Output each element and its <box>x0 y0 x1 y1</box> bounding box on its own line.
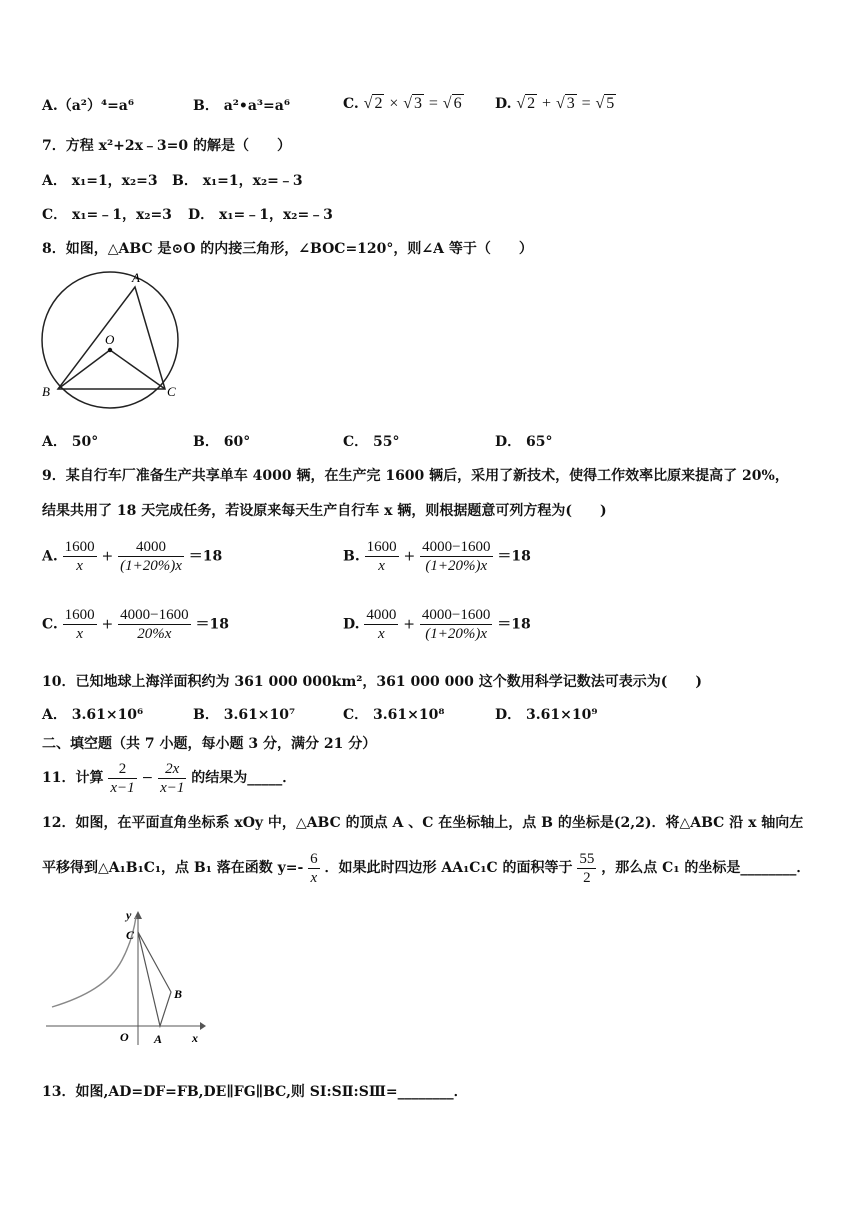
q9-d-den1: x <box>378 626 385 642</box>
q10-option-a: A． 3.61×10⁶ <box>42 707 144 723</box>
q9-c-eq: ＝18 <box>195 616 229 633</box>
q11-post: 的结果为_____． <box>191 770 297 786</box>
q9-c-num1: 1600 <box>64 607 95 623</box>
q9-d-num1: 4000 <box>366 607 397 623</box>
label-c: C <box>167 384 176 399</box>
q9-c-num2: 4000−1600 <box>120 607 189 623</box>
q9-stem-line2: 结果共用了 18 天完成任务，若设原来每天生产自行车 x 辆，则根据题意可列方程为( ) <box>42 503 607 519</box>
hyperbola-curve <box>52 917 136 1007</box>
q6-option-b: B． a²•a³=a⁶ <box>193 98 290 114</box>
q8-stem: 8．如图，△ABC 是⊙O 的内接三角形，∠BOC=120°，则∠A 等于（ ） <box>42 241 533 257</box>
label-x: x <box>192 1031 198 1045</box>
q12-fn-num: 6 <box>310 850 318 867</box>
q9-option-b <box>343 538 531 575</box>
section-2-heading: 二、填空题（共 7 小题，每小题 3 分，满分 21 分） <box>42 736 377 752</box>
q6-c-radicand-3: 6 <box>453 95 462 112</box>
q6-option-a: A.（a²）⁴=a⁶ <box>42 98 135 114</box>
q6-d-radicand-2: 3 <box>566 95 575 112</box>
q12-fn-den: x <box>310 869 318 886</box>
q6-d-eq: = <box>581 95 591 112</box>
q8-circle-figure <box>38 265 188 415</box>
q9-d-eq: ＝18 <box>497 616 531 633</box>
q8-option-b: B． 60° <box>193 434 251 450</box>
q6-d-op: + <box>542 95 552 112</box>
x-axis-arrow <box>200 1022 206 1030</box>
q12-area-num: 55 <box>579 850 595 867</box>
q9-a-den1: x <box>76 558 83 574</box>
q9-a-label: A. <box>42 548 58 565</box>
q12-area-den: 2 <box>583 869 591 886</box>
q6-option-d-label: D. <box>495 96 512 112</box>
label-a: A <box>154 1032 163 1046</box>
q9-b-num1: 1600 <box>366 539 397 555</box>
q9-a-num2: 4000 <box>118 538 184 557</box>
label-o: O <box>120 1030 129 1044</box>
q9-d-label: D. <box>343 616 360 633</box>
q9-stem-line1: 9．某自行车厂准备生产共享单车 4000 辆，在生产完 1600 辆后，采用了新技术，使得工作效率比原来提高了 20%， <box>42 468 789 484</box>
q6-c-radicand-1: 2 <box>374 95 383 112</box>
q9-a-eq: ＝18 <box>188 548 223 565</box>
label-y: y <box>126 908 132 922</box>
q9-b-plus: + <box>403 548 416 565</box>
label-c: C <box>126 928 135 942</box>
segment-oc <box>110 350 165 389</box>
q7-option-a: A． x₁=1，x₂=3 <box>42 173 158 189</box>
q12-coordinate-figure <box>40 905 210 1055</box>
q9-b-label: B. <box>343 548 360 565</box>
q9-a-plus: + <box>101 548 114 565</box>
q11-pre: 11．计算 <box>42 770 104 786</box>
q9-b-eq: ＝18 <box>497 548 531 565</box>
q12-line2-post: ，那么点 C₁ 的坐标是________． <box>601 860 811 876</box>
q6-c-eq: = <box>428 95 438 112</box>
q12-line2 <box>42 846 810 890</box>
q9-a-num1: 1600 <box>64 539 95 555</box>
q11-den1: x−1 <box>110 779 135 796</box>
q6-option-c-label: C. <box>343 96 359 112</box>
q7-option-d: D． x₁=﹣1，x₂=﹣3 <box>188 207 333 223</box>
q7-option-b: B． x₁=1，x₂=﹣3 <box>172 173 303 189</box>
label-b: B <box>42 384 50 399</box>
q9-d-den2: (1+20%)x <box>425 626 487 642</box>
q6-c-op: × <box>389 95 399 112</box>
q8-option-c: C． 55° <box>343 434 400 450</box>
q9-b-den1: x <box>378 558 385 574</box>
q10-stem: 10．已知地球上海洋面积约为 361 000 000km²，361 000 000 这个数用科学记数法可表示为( ) <box>42 674 702 690</box>
label-a: A <box>132 270 140 285</box>
q6-d-radicand-1: 2 <box>527 95 536 112</box>
center-point <box>108 348 112 352</box>
q12-line2-pre: 平移得到△A₁B₁C₁，点 B₁ 落在函数 y=- <box>42 860 304 876</box>
q10-option-c: C． 3.61×10⁸ <box>343 707 445 723</box>
q9-d-plus: + <box>403 616 415 633</box>
q6-option-c: C. √ 2 × √ 3 = √ 6 <box>343 95 462 112</box>
q9-c-plus: + <box>101 616 114 633</box>
label-o: O <box>105 332 115 347</box>
q11-minus: − <box>141 770 154 786</box>
q11-num1: 2 <box>108 760 136 779</box>
q6-option-d: D. √ 2 + √ 3 = √ 5 <box>495 95 615 112</box>
q7-stem: 7．方程 x²+2x﹣3=0 的解是（ ） <box>42 138 291 154</box>
q8-option-d: D． 65° <box>495 434 553 450</box>
q9-c-den1: x <box>76 626 83 642</box>
q11-num2: 2x <box>158 760 186 779</box>
q9-option-d <box>343 606 531 643</box>
q7-option-c: C． x₁=﹣1，x₂=3 <box>42 207 172 223</box>
q12-line1: 12．如图，在平面直角坐标系 xOy 中，△ABC 的顶点 A 、C 在坐标轴上，点 B 的坐标是(2,2)．将△ABC 沿 x 轴向左 <box>42 815 804 831</box>
q11-den2: x−1 <box>160 779 185 796</box>
q8-option-a: A． 50° <box>42 434 99 450</box>
q9-b-den2: (1+20%)x <box>425 558 488 574</box>
q9-option-a <box>42 538 222 575</box>
q13-stem: 13．如图,AD=DF=FB,DE∥FG∥BC,则 SⅠ:SⅡ:SⅢ=________． <box>42 1084 468 1100</box>
q9-d-num2: 4000−1600 <box>421 607 491 623</box>
q9-c-label: C. <box>42 616 58 633</box>
q9-option-c <box>42 606 229 643</box>
q10-option-b: B． 3.61×10⁷ <box>193 707 296 723</box>
q9-c-den2: 20%x <box>137 626 172 642</box>
q9-b-num2: 4000−1600 <box>422 539 491 555</box>
triangle-abc <box>138 932 171 1026</box>
q10-option-d: D． 3.61×10⁹ <box>495 707 598 723</box>
q9-a-den2: (1+20%)x <box>120 558 182 574</box>
label-b: B <box>174 987 183 1001</box>
q6-c-radicand-2: 3 <box>414 95 422 112</box>
q6-d-radicand-3: 5 <box>606 95 615 112</box>
q12-line2-mid: ．如果此时四边形 AA₁C₁C 的面积等于 <box>324 860 573 876</box>
q11 <box>42 756 296 800</box>
segment-ob <box>58 350 110 389</box>
